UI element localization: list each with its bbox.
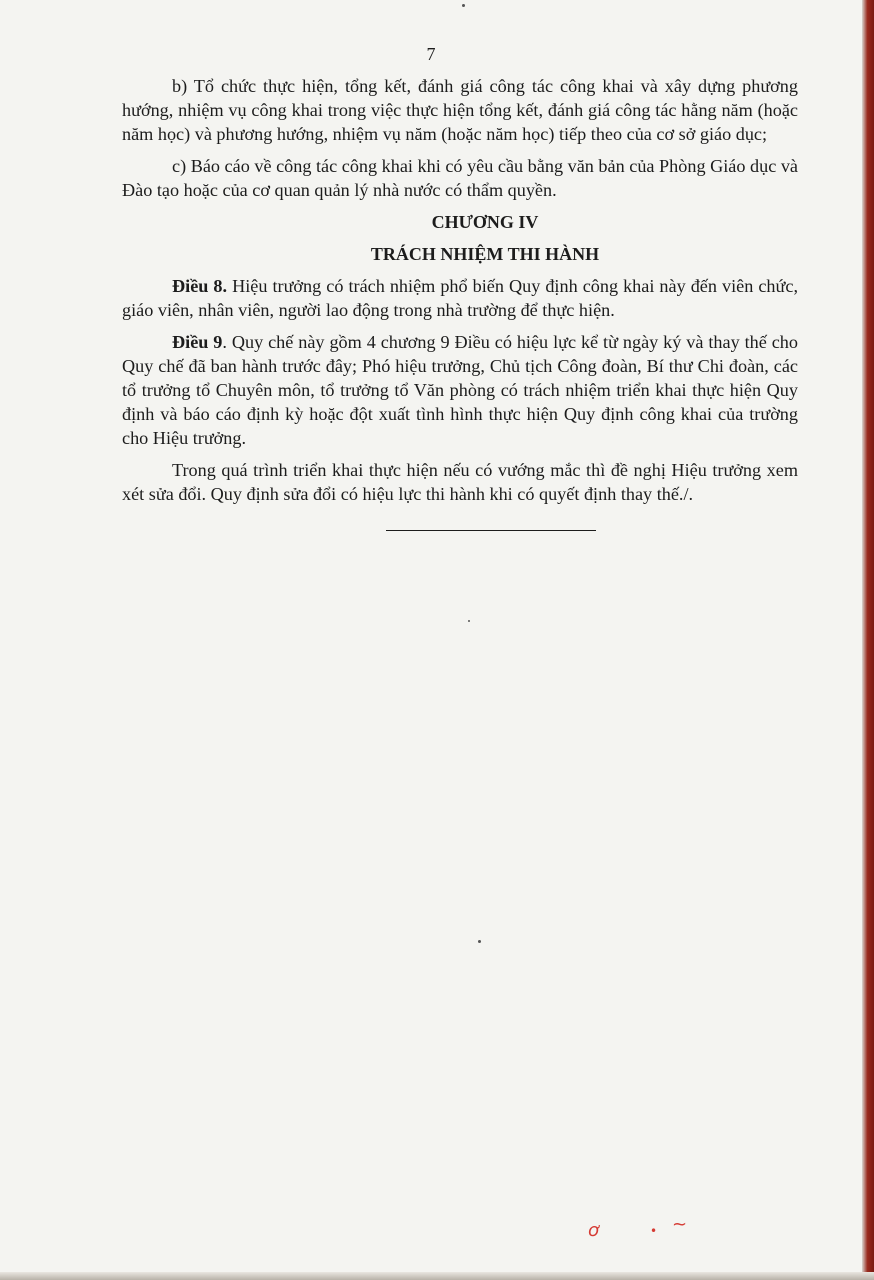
chapter-title: TRÁCH NHIỆM THI HÀNH [370, 244, 600, 264]
page-number: 7 [426, 44, 436, 64]
page-shadow [0, 1272, 874, 1280]
scan-speck [462, 4, 465, 7]
scan-speck [478, 940, 481, 943]
chapter-heading: CHƯƠNG IV [431, 212, 539, 232]
paragraph-c: c) Báo cáo về công tác công khai khi có yêu cầu bằng văn bản của Phòng Giáo dục và Đào tạo hoặc của cơ quan quản lý nhà nước có thẩm quyền. [122, 156, 798, 200]
article-8-text: Hiệu trưởng có trách nhiệm phổ biến Quy định công khai này đến viên chức, giáo viên, nhân viên, người lao động trong nhà trường để thực hiện. [122, 276, 798, 320]
article-9 [122, 330, 798, 450]
red-ink-mark: ~ [672, 1214, 688, 1235]
end-divider [386, 530, 596, 531]
paragraph-b: b) Tổ chức thực hiện, tổng kết, đánh giá công tác công khai và xây dựng phương hướng, nhiệm vụ công khai trong việc thực hiện tổng kết, đánh giá công tác hằng năm (hoặc năm học) và phương hướng, nhiệm vụ năm (hoặc năm học) tiếp theo của cơ sở giáo dục; [122, 76, 798, 144]
binder-edge [862, 0, 874, 1280]
scan-speck [468, 620, 470, 622]
document-body [122, 74, 798, 506]
closing-paragraph: Trong quá trình triển khai thực hiện nếu có vướng mắc thì đề nghị Hiệu trưởng xem xét sửa đổi. Quy định sửa đổi có hiệu lực thi hành khi có quyết định thay thế./. [122, 460, 798, 504]
article-9-text: . Quy chế này gồm 4 chương 9 Điều có hiệu lực kể từ ngày ký và thay thế cho Quy chế đã ban hành trước đây; Phó hiệu trưởng, Chủ tịch Công đoàn, Bí thư Chi đoàn, các tổ trưởng tổ Chuyên môn, tổ trưởng tổ Văn phòng có trách nhiệm triển khai thực hiện Quy định và báo cáo định kỳ hoặc đột xuất tình hình thực hiện Quy định công khai của trường cho Hiệu trưởng. [122, 332, 798, 448]
red-ink-mark: ơ [588, 1220, 600, 1241]
article-8-label: Điều 8. [172, 276, 228, 296]
article-9-label: Điều 9 [172, 332, 223, 352]
article-8 [122, 274, 798, 322]
red-ink-mark: • [650, 1224, 658, 1238]
